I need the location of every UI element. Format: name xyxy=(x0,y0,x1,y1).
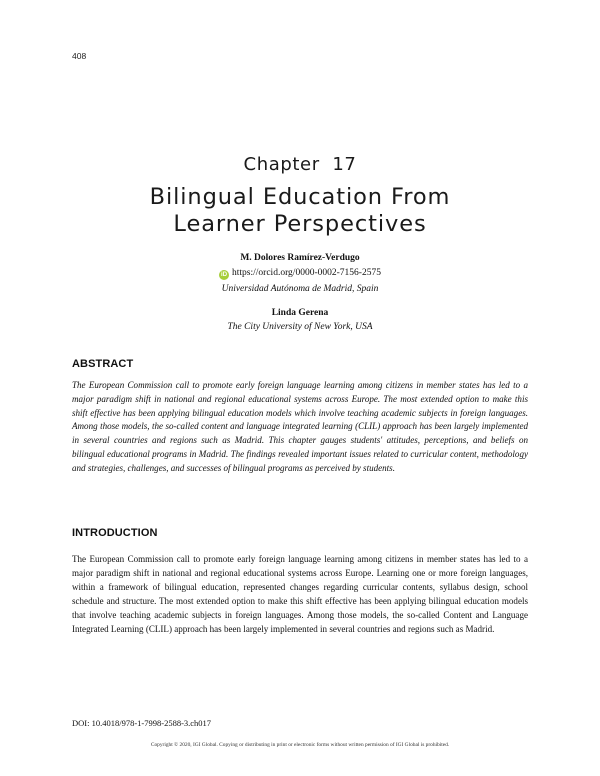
page-number: 408 xyxy=(72,51,87,61)
author-name-2: Linda Gerena xyxy=(271,308,329,318)
chapter-title-line-2: Learner Perspectives xyxy=(173,211,427,237)
chapter-label: Chapter 17 xyxy=(243,154,357,175)
doi: DOI: 10.4018/978-1-7998-2588-3.ch017 xyxy=(72,718,212,728)
orcid-link[interactable]: https://orcid.org/0000-0002-7156-2575 xyxy=(232,268,381,278)
author-name-1: M. Dolores Ramírez-Verdugo xyxy=(240,253,360,263)
chapter-title xyxy=(0,184,600,238)
orcid-icon: iD xyxy=(221,272,228,278)
author-affiliation-1: Universidad Autónoma de Madrid, Spain xyxy=(221,284,379,294)
introduction-text: The European Commission call to promote early foreign language learning among citizens in member states has led to a major paradigm shift in national and regional educational systems across Europe. Learning one or more foreign languages, within a framework of bilingual education, represented changes regarding curricular contents, syllabus design, school schedule and structure. The most extended option to make this shift effective has been applying bilingual education models that involve teaching academic subjects in foreign languages. Among those models, the so-called Content and Language Integrated Learning (CLIL) approach has been largely implemented in several countries and regions such as Madrid. xyxy=(72,554,528,634)
abstract-text: The European Commission call to promote early foreign language learning among citizens in member states has led to a major paradigm shift in national and regional educational systems across Europe. The most extended option to make this shift effective has been applying bilingual education models which involve teaching academic subjects in foreign languages. Among those models, the so-called content and language integrated learning (CLIL) approach has been largely implemented in several countries and regions such as Madrid. This chapter gauges students' attitudes, perceptions, and beliefs on bilingual educational programs in Madrid. The findings revealed important issues related to curricular content, methodology and strategies, challenges, and successes of bilingual programs as perceived by students. xyxy=(72,380,528,473)
orcid-line xyxy=(0,268,600,280)
copyright-notice: Copyright © 2020, IGI Global. Copying or distributing in print or electronic forms without written permission of IGI Global is prohibited. xyxy=(150,742,450,748)
abstract-heading: ABSTRACT xyxy=(72,358,134,370)
author-affiliation-2: The City University of New York, USA xyxy=(227,322,373,332)
chapter-title-line-1: Bilingual Education From xyxy=(149,184,451,210)
introduction-heading: INTRODUCTION xyxy=(72,527,158,539)
